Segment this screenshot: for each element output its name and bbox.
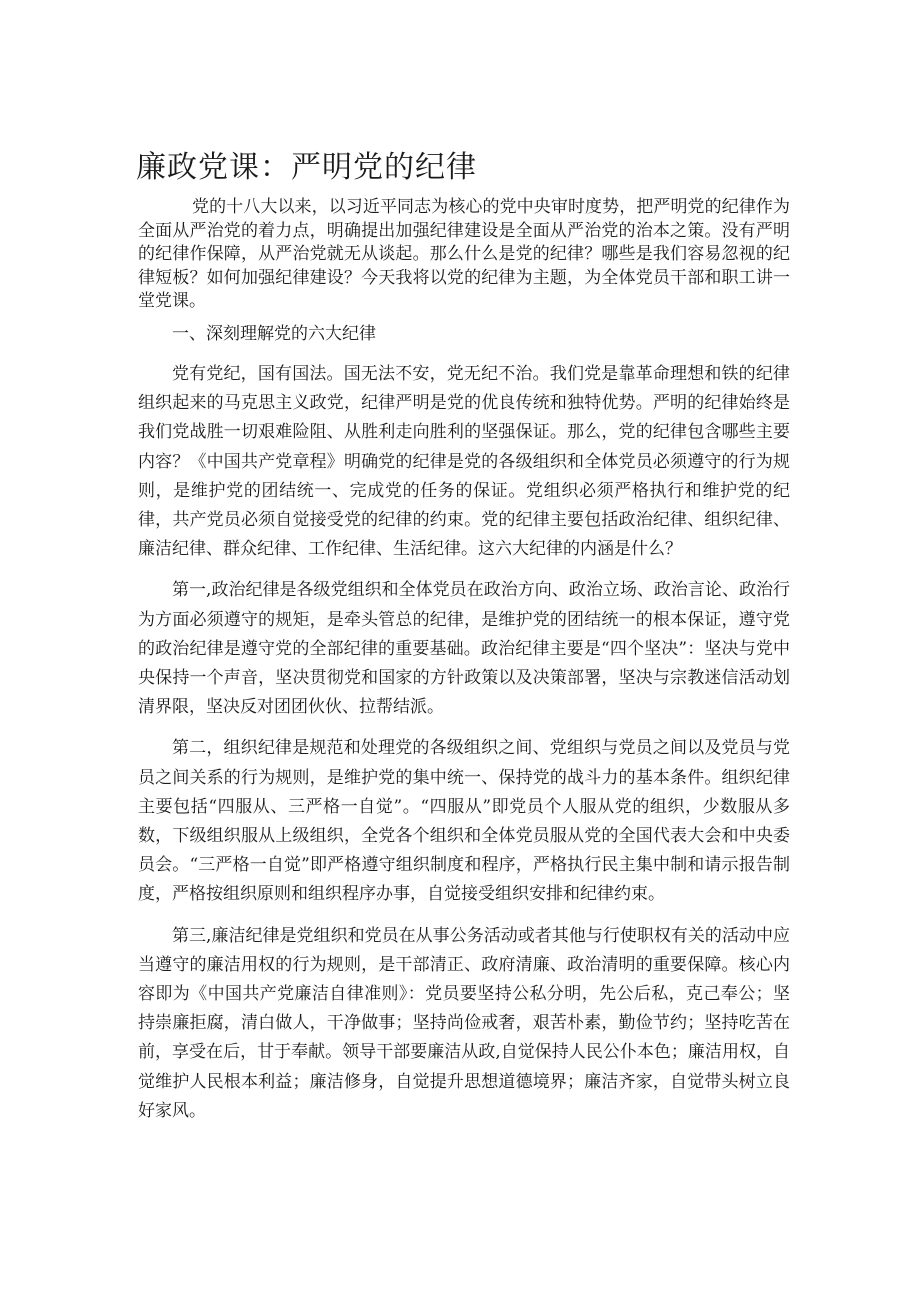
paragraph-overview: 党有党纪，国有国法。国无法不安，党无纪不治。我们党是靠革命理想和铁的纪律组织起来的马克思主义政党，纪律严明是党的优良传统和独特优势。严明的纪律始终是我们党战胜一切艰难险阻、从胜利走向胜利的坚强保证。那么，党的纪律包含哪些主要内容？《中国共产党章程》明确党的纪律是党的各级组织和全体党员必须遵守的行为规则，是维护党的团结统一、完成党的任务的保证。党组织必须严格执行和维护党的纪律，共产党员必须自觉接受党的纪律的约束。党的纪律主要包括政治纪律、组织纪律、廉洁纪律、群众纪律、工作纪律、生活纪律。这六大纪律的内涵是什么？ — [138, 364, 790, 560]
section-body — [138, 360, 790, 1138]
paragraph-organizational-discipline: 第二，组织纪律是规范和处理党的各级组织之间、党组织与党员之间以及党员与党员之间关系的行为规则，是维护党的集中统一、保持党的战斗力的基本条件。组织纪律主要包括“四服从、三严格一自觉”。“四服从”即党员个人服从党的组织，少数服从多数，下级组织服从上级组织，全党各个组织和全体党员服从党的全国代表大会和中央委员会。“三严格一自觉”即严格遵守组织制度和程序，严格执行民主集中制和请示报告制度，严格按组织原则和组织程序办事，自觉接受组织安排和纪律约束。 — [138, 738, 790, 905]
document-title: 廉政党课：严明党的纪律 — [136, 150, 477, 185]
intro-paragraph: 党的十八大以来，以习近平同志为核心的党中央审时度势，把严明党的纪律作为全面从严治党的着力点，明确提出加强纪律建设是全面从严治党的治本之策。没有严明的纪律作保障，从严治党就无从谈起。那么什么是党的纪律？哪些是我们容易忽视的纪律短板？如何加强纪律建设？今天我将以党的纪律为主题，为全体党员干部和职工讲一堂党课。 — [138, 197, 790, 311]
paragraph-political-discipline: 第一,政治纪律是各级党组织和全体党员在政治方向、政治立场、政治言论、政治行为方面必须遵守的规矩，是牵头管总的纪律，是维护党的团结统一的根本保证，遵守党的政治纪律是遵守党的全部纪律的重要基础。政治纪律主要是“四个坚决”：坚决与党中央保持一个声音，坚决贯彻党和国家的方针政策以及决策部署，坚决与宗教迷信活动划清界限，坚决反对团团伙伙、拉帮结派。 — [138, 580, 790, 718]
section-heading: 一、深刻理解党的六大纪律 — [172, 324, 376, 344]
paragraph-integrity-discipline: 第三,廉洁纪律是党组织和党员在从事公务活动或者其他与行使职权有关的活动中应当遵守的廉洁用权的行为规则，是干部清正、政府清廉、政治清明的重要保障。核心内容即为《中国共产党廉洁自律准则》：党员要坚持公私分明，先公后私，克己奉公；坚持崇廉拒腐，清白做人，干净做事；坚持尚俭戒奢，艰苦朴素，勤俭节约；坚持吃苦在前，享受在后，甘于奉献。领导干部要廉洁从政,自觉保持人民公仆本色；廉洁用权，自觉维护人民根本利益；廉洁修身，自觉提升思想道德境界；廉洁齐家，自觉带头树立良好家风。 — [138, 925, 790, 1121]
